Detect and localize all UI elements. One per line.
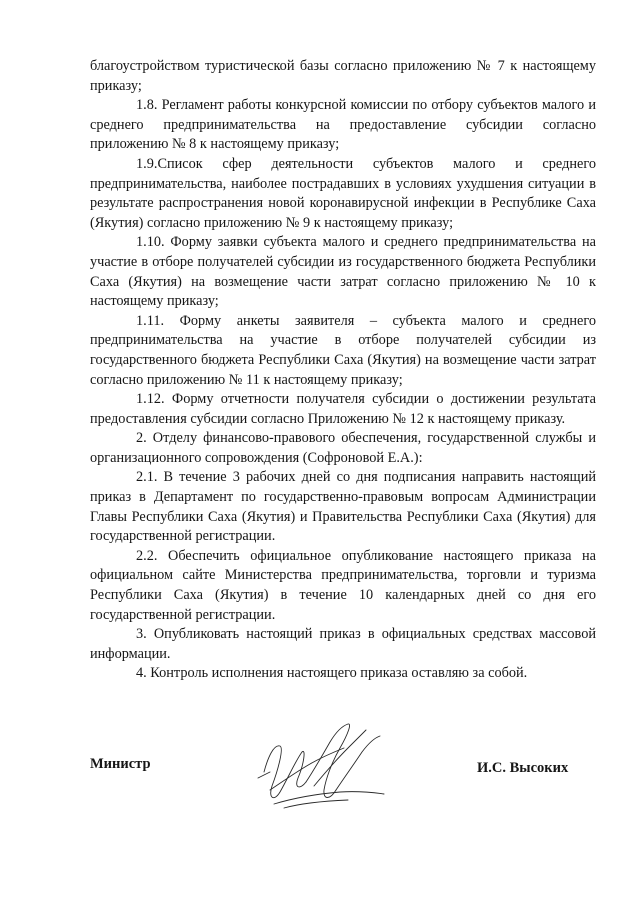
paragraph: 2.2. Обеспечить официальное опубликование настоящего приказа на официальном сайте Министерства предпринимательства, торговли и туризма Республики Саха (Якутия) в течение 10 календарных дней со дня его государственной регистрации. [90,547,596,623]
signatory-title: Министр [90,756,151,772]
paragraph: 1.10. Форму заявки субъекта малого и среднего предпринимательства на участие в отборе получателей субсидии из государственного бюджета Республики Саха (Якутия) на возмещение части затрат согласно приложению № 10 к настоящему приказу; [90,234,596,310]
paragraph: 2. Отделу финансово-правового обеспечения, государственной службы и организационного сопровождения (Софроновой Е.А.): [90,430,596,466]
paragraph: 1.11. Форму анкеты заявителя – субъекта малого и среднего предпринимательства на участие в отборе получателей субсидии из государственного бюджета Республики Саха (Якутия) на возмещение части затрат согласно приложению № 11 к настоящему приказу; [90,312,596,388]
paragraph: 1.8. Регламент работы конкурсной комиссии по отбору субъектов малого и среднего предпринимательства на предоставление субсидии согласно приложению № 8 к настоящему приказу; [90,97,596,153]
paragraph: 3. Опубликовать настоящий приказ в официальных средствах массовой информации. [90,626,596,662]
paragraph: 1.12. Форму отчетности получателя субсидии о достижении результата предоставления субсидии согласно Приложению № 12 к настоящему приказу. [90,391,596,427]
paragraph: 1.9.Список сфер деятельности субъектов малого и среднего предпринимательства, наиболее пострадавших в условиях ухудшения ситуации в результате распространения новой коронавирусной инфекции в Республике Саха (Якутия) согласно приложению № 9 к настоящему приказу; [90,155,596,231]
paragraph: 2.1. В течение 3 рабочих дней со дня подписания направить настоящий приказ в Департамент по государственно-правовым вопросам Администрации Главы Республики Саха (Якутия) и Правительства Республики Саха (Якутия) для государственной регистрации. [90,469,596,545]
document-body [90,57,596,684]
signatory-name: И.С. Высоких [477,760,569,776]
handwritten-signature [244,712,394,820]
paragraph: 4. Контроль исполнения настоящего приказа оставляю за собой. [136,665,528,682]
paragraph: благоустройством туристической базы согласно приложению № 7 к настоящему приказу; [90,58,596,94]
